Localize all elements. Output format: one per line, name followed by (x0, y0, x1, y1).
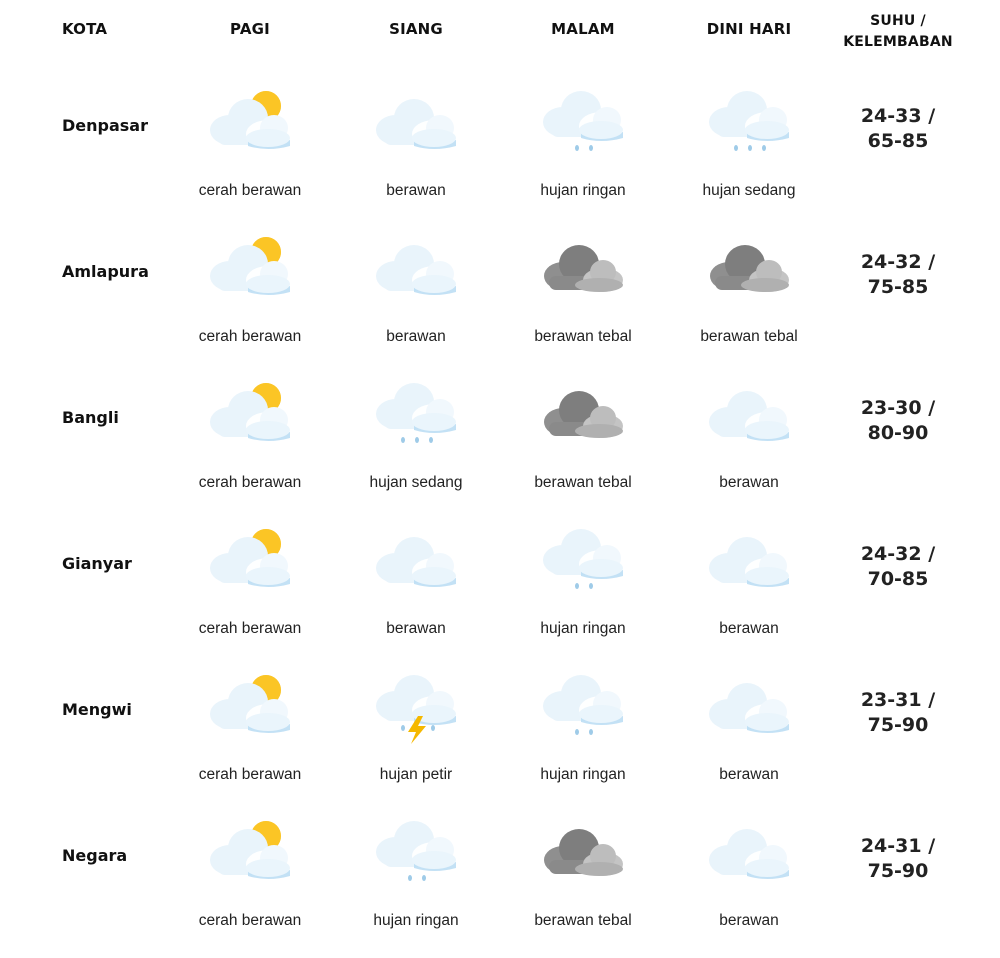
partly-sunny-icon (210, 234, 294, 298)
condition-label: cerah berawan (198, 328, 302, 345)
forecast-cell (503, 666, 663, 812)
temp-humidity (838, 542, 958, 592)
temp-humidity (838, 250, 958, 300)
condition-label: berawan tebal (700, 328, 798, 345)
humidity-range: 75-90 (867, 714, 929, 736)
humidity-range: 65-85 (867, 130, 929, 152)
header-morning: PAGI (230, 20, 270, 38)
light-rain-icon (543, 88, 627, 152)
condition-label: hujan ringan (373, 912, 459, 929)
condition-label: berawan tebal (534, 912, 632, 929)
temp-humidity (838, 104, 958, 154)
partly-sunny-icon (210, 672, 294, 736)
condition-label: hujan sedang (369, 474, 463, 491)
forecast-cell (336, 812, 496, 958)
table-row (0, 228, 1000, 374)
forecast-cell (503, 374, 663, 520)
city-name: Amlapura (62, 262, 149, 281)
table-row (0, 666, 1000, 812)
table-row (0, 82, 1000, 228)
condition-label: berawan (719, 620, 779, 637)
header-temp-humidity (838, 11, 958, 53)
city-name: Mengwi (62, 700, 132, 719)
condition-label: berawan (719, 474, 779, 491)
condition-label: cerah berawan (198, 620, 302, 637)
temperature-range: 23-30 / (860, 397, 936, 419)
temperature-range: 23-31 / (860, 689, 936, 711)
condition-label: cerah berawan (198, 766, 302, 783)
light-rain-icon (543, 672, 627, 736)
cloudy-icon (709, 672, 793, 736)
header-humidity-label: KELEMBABAN (843, 34, 953, 50)
light-rain-icon (376, 818, 460, 882)
forecast-cell (336, 228, 496, 374)
condition-label: berawan (386, 620, 446, 637)
condition-label: berawan tebal (534, 328, 632, 345)
condition-label: hujan sedang (702, 182, 796, 199)
temp-humidity (838, 396, 958, 446)
forecast-cell (503, 228, 663, 374)
table-row (0, 520, 1000, 666)
overcast-icon (543, 380, 627, 444)
header-early-morning: DINI HARI (706, 20, 792, 38)
temperature-range: 24-31 / (860, 835, 936, 857)
forecast-cell (170, 374, 330, 520)
city-name: Gianyar (62, 554, 132, 573)
forecast-cell (170, 228, 330, 374)
forecast-cell (336, 82, 496, 228)
header-temp-label: SUHU / (870, 13, 926, 29)
cloudy-icon (376, 88, 460, 152)
temperature-range: 24-32 / (860, 251, 936, 273)
overcast-icon (709, 234, 793, 298)
condition-label: berawan (386, 182, 446, 199)
condition-label: hujan ringan (540, 182, 626, 199)
temperature-range: 24-32 / (860, 543, 936, 565)
moderate-rain-icon (376, 380, 460, 444)
forecast-cell (170, 812, 330, 958)
cloudy-icon (376, 526, 460, 590)
condition-label: cerah berawan (198, 474, 302, 491)
humidity-range: 75-90 (867, 860, 929, 882)
forecast-cell (336, 374, 496, 520)
overcast-icon (543, 818, 627, 882)
table-header (0, 0, 1000, 60)
forecast-cell (336, 666, 496, 812)
temp-humidity (838, 834, 958, 884)
city-name: Denpasar (62, 116, 148, 135)
humidity-range: 70-85 (867, 568, 929, 590)
condition-label: berawan tebal (534, 474, 632, 491)
overcast-icon (543, 234, 627, 298)
forecast-cell (669, 228, 829, 374)
light-rain-icon (543, 526, 627, 590)
city-name: Bangli (62, 408, 119, 427)
condition-label: berawan (386, 328, 446, 345)
partly-sunny-icon (210, 88, 294, 152)
cloudy-icon (709, 380, 793, 444)
header-city: KOTA (62, 20, 108, 38)
forecast-cell (170, 666, 330, 812)
condition-label: hujan petir (379, 766, 453, 783)
forecast-cell (336, 520, 496, 666)
forecast-cell (669, 520, 829, 666)
header-afternoon: SIANG (389, 20, 443, 38)
forecast-cell (170, 82, 330, 228)
forecast-cell (669, 374, 829, 520)
condition-label: cerah berawan (198, 182, 302, 199)
table-row (0, 374, 1000, 520)
temperature-range: 24-33 / (860, 105, 936, 127)
condition-label: berawan (719, 912, 779, 929)
condition-label: hujan ringan (540, 620, 626, 637)
city-name: Negara (62, 846, 128, 865)
condition-label: berawan (719, 766, 779, 783)
table-row (0, 812, 1000, 958)
forecast-cell (669, 812, 829, 958)
forecast-cell (503, 82, 663, 228)
partly-sunny-icon (210, 818, 294, 882)
forecast-cell (503, 520, 663, 666)
forecast-cell (669, 82, 829, 228)
forecast-cell (170, 520, 330, 666)
moderate-rain-icon (709, 88, 793, 152)
humidity-range: 75-85 (867, 276, 929, 298)
thunderstorm-icon (376, 672, 460, 736)
partly-sunny-icon (210, 526, 294, 590)
condition-label: hujan ringan (540, 766, 626, 783)
cloudy-icon (709, 526, 793, 590)
partly-sunny-icon (210, 380, 294, 444)
cloudy-icon (376, 234, 460, 298)
temp-humidity (838, 688, 958, 738)
forecast-cell (669, 666, 829, 812)
condition-label: cerah berawan (198, 912, 302, 929)
humidity-range: 80-90 (867, 422, 929, 444)
forecast-cell (503, 812, 663, 958)
cloudy-icon (709, 818, 793, 882)
header-night: MALAM (551, 20, 615, 38)
